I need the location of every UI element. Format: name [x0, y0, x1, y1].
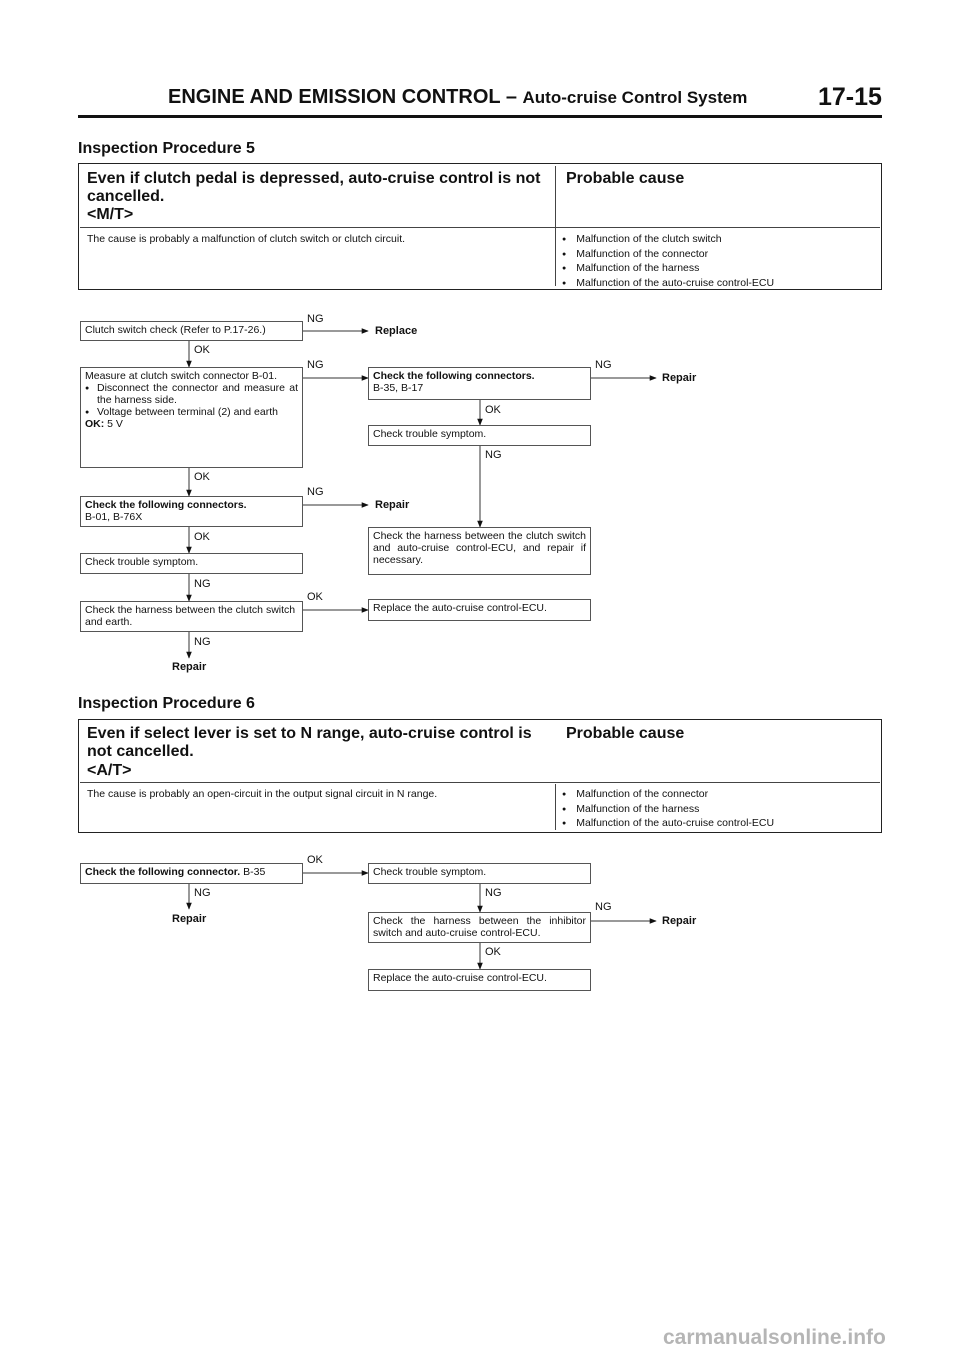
repair-result: Repair [662, 372, 697, 384]
ng-label: NG [307, 359, 324, 371]
check-connectors-title: Check the following connectors. [373, 370, 535, 382]
ok-spec-value: 5 V [107, 418, 123, 430]
section-subtitle: Auto-cruise Control System [522, 88, 748, 107]
check-trouble-symptom-box: Check trouble symptom. [80, 553, 303, 574]
procedure-6-symptom: Even if select lever is set to N range, auto-cruise control is not cancelled. [87, 725, 532, 760]
cause-item: ● Malfunction of the harness [562, 803, 774, 818]
procedure-5-title: Inspection Procedure 5 [78, 140, 255, 157]
procedure-5-symptom: Even if clutch pedal is depressed, auto-cruise control is not cancelled. [87, 170, 541, 205]
harness-inhibitor-box: Check the harness between the inhibitor switch and auto-cruise control-ECU. [368, 912, 591, 943]
cause-item: ● Malfunction of the auto-cruise control-ECU [562, 277, 774, 292]
ok-label: OK [307, 591, 323, 603]
measure-step: ● Disconnect the connector and measure at the harness side. [85, 382, 298, 406]
cause-item: ● Malfunction of the clutch switch [562, 233, 774, 248]
repair-result: Repair [172, 661, 207, 673]
cause-item: ● Malfunction of the harness [562, 262, 774, 277]
measure-step: ● Voltage between terminal (2) and earth [85, 406, 298, 418]
measure-connector-box [80, 367, 303, 468]
ng-label: NG [194, 887, 211, 899]
ok-label: OK [194, 471, 210, 483]
procedure-6-transmission: <A/T> [87, 762, 132, 779]
check-connector-box [80, 863, 303, 884]
procedure-6-title: Inspection Procedure 6 [78, 695, 255, 712]
check-connectors-box [368, 367, 591, 400]
check-trouble-symptom-box: Check trouble symptom. [368, 863, 591, 884]
replace-ecu-box: Replace the auto-cruise control-ECU. [368, 969, 591, 991]
procedure-5-transmission: <M/T> [87, 206, 134, 223]
ng-label: NG [595, 359, 612, 371]
ok-label: OK [485, 404, 501, 416]
replace-ecu-box: Replace the auto-cruise control-ECU. [368, 599, 591, 621]
ng-label: NG [194, 578, 211, 590]
procedure-6-description: The cause is probably an open-circuit in the output signal circuit in N range. [87, 788, 438, 800]
check-connectors-box-2 [80, 496, 303, 527]
connector-id: B-35 [243, 866, 266, 878]
repair-result: Repair [662, 915, 697, 927]
cause-item: ● Malfunction of the connector [562, 248, 774, 263]
watermark: carmanualsonline.info [663, 1326, 886, 1349]
check-connector-title: Check the following connector. [85, 866, 241, 878]
repair-result: Repair [172, 913, 207, 925]
probable-cause-label: Probable cause [566, 725, 685, 742]
harness-check-box: Check the harness between the clutch switch and auto-cruise control-ECU, and repair if necessary. [368, 527, 591, 575]
ok-spec-label: OK: [85, 418, 105, 430]
ng-label: NG [595, 901, 612, 913]
replace-result: Replace [375, 325, 418, 337]
ng-label: NG [485, 449, 502, 461]
table-column-divider [555, 784, 556, 830]
connector-ids: B-01, B-76X [85, 511, 143, 523]
page-number: 17-15 [818, 83, 882, 111]
procedure-5-description: The cause is probably a malfunction of clutch switch or clutch circuit. [87, 233, 406, 245]
check-trouble-symptom-box: Check trouble symptom. [368, 425, 591, 446]
ok-label: OK [485, 946, 501, 958]
table-divider [80, 782, 880, 783]
title-dash: – [505, 86, 517, 108]
probable-cause-label: Probable cause [566, 170, 685, 187]
check-connectors-title: Check the following connectors. [85, 499, 247, 511]
section-title: ENGINE AND EMISSION CONTROL [168, 86, 501, 108]
harness-earth-box: Check the harness between the clutch switch and earth. [80, 601, 303, 632]
connector-ids: B-35, B-17 [373, 382, 424, 394]
ok-label: OK [307, 854, 323, 866]
cause-item: ● Malfunction of the auto-cruise control-ECU [562, 817, 774, 832]
measure-title: Measure at clutch switch connector B-01. [85, 370, 278, 382]
ng-label: NG [485, 887, 502, 899]
procedure-6-causes [562, 788, 774, 832]
ng-label: NG [194, 636, 211, 648]
ok-label: OK [194, 531, 210, 543]
repair-result: Repair [375, 499, 410, 511]
ng-label: NG [307, 486, 324, 498]
ng-label: NG [307, 313, 324, 325]
clutch-switch-check-box: Clutch switch check (Refer to P.17-26.) [80, 321, 303, 341]
ok-label: OK [194, 344, 210, 356]
cause-item: ● Malfunction of the connector [562, 788, 774, 803]
